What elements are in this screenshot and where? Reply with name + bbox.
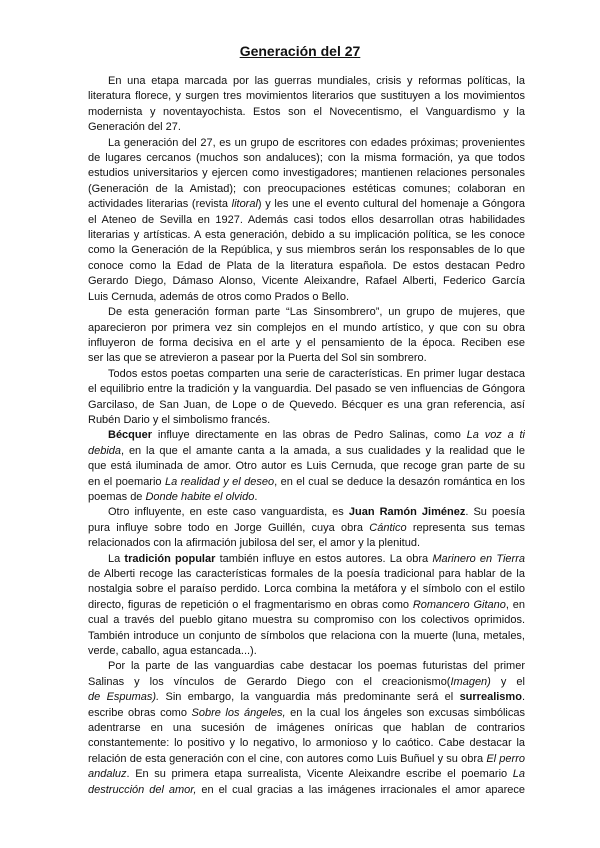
text-run: de Alberti recoge las características formales de la poesía tradicional para hablar de la	[88, 568, 525, 580]
text-run: en la cual los ángeles son excusas simbólicas	[290, 706, 525, 719]
paragraph	[88, 659, 525, 798]
italic-text: Romancero Gitano	[412, 598, 506, 611]
text-run: De esta generación forman parte “Las Sinsombrero”, un grupo de mujeres, que	[108, 306, 525, 319]
text-run: ) y les une el evento cultural del homenaje a Góngora	[257, 198, 525, 211]
text-line	[88, 644, 525, 659]
text-line	[88, 536, 525, 551]
bold-text: Bécquer	[108, 429, 153, 442]
text-line	[88, 783, 525, 798]
text-run: pura influye sobre todo en Jorge Guillén, cuya obra	[88, 521, 370, 534]
italic-text: La	[512, 768, 525, 781]
text-line	[88, 675, 525, 690]
text-run: Garcilaso, de San Juan, de Lope o de Quevedo. Bécquer es una gran referencia, así	[88, 398, 525, 411]
text-run: poemas de	[88, 490, 146, 503]
text-line	[88, 505, 525, 520]
italic-text: debida	[88, 444, 122, 457]
bold-text: tradición popular	[124, 552, 216, 565]
text-line	[88, 582, 525, 597]
text-line	[88, 613, 525, 628]
italic-text: Marinero en Tierra	[432, 552, 525, 565]
italic-text: andaluz	[88, 768, 127, 781]
italic-text: Cántico	[369, 521, 407, 534]
text-line	[88, 213, 525, 228]
text-line	[88, 120, 525, 135]
text-run: Luis Cernuda, además de otros como Prados o Bello.	[88, 290, 350, 303]
text-run: , en el cual se deduce la desazón romántica en los	[274, 475, 525, 488]
paragraph	[88, 552, 525, 660]
text-run: actividades literarias (revista	[88, 198, 232, 211]
text-line	[88, 136, 525, 151]
text-run: En una etapa marcada por las guerras mundiales, crisis y reformas políticas, la	[108, 75, 525, 87]
italic-text: El perro	[486, 752, 525, 765]
text-run: .	[254, 490, 258, 503]
document-body	[88, 74, 525, 798]
text-line	[88, 413, 525, 428]
text-line	[88, 459, 525, 474]
text-run: Por la parte de las vanguardias cabe destacar los poemas futuristas del primer	[108, 660, 525, 673]
text-run: . En su primera etapa surrealista, Vicente Aleixandre escribe el poemario	[126, 768, 513, 781]
text-run: literatura florece, y surgen tres movimientos literarios que sustituyen a los movimientos	[88, 90, 525, 103]
document-title: Generación del 27	[239, 43, 361, 59]
italic-text: La voz a ti	[466, 429, 525, 442]
text-run: directo, figuras de repetición o el fragmentarismo en obras como	[88, 598, 413, 611]
text-run: verde, caballo, agua estancada...).	[88, 645, 257, 658]
text-run: el Ateneo de Sevilla en 1927. Además casi todos ellos desarrollan otras habilidades	[88, 213, 525, 226]
italic-text: Donde habite el olvido	[145, 490, 255, 503]
text-line	[88, 336, 525, 351]
text-line	[88, 74, 525, 89]
text-run: influye directamente en las obras de Pedro Salinas, como	[152, 429, 467, 442]
text-line	[88, 490, 525, 505]
text-line	[88, 197, 525, 212]
italic-text: de Espumas).	[88, 691, 160, 704]
text-line	[88, 367, 525, 382]
text-run: y el	[500, 675, 525, 688]
text-run: relacionados con la afirmación jubilosa del ser, el amor y la plenitud.	[88, 537, 421, 550]
text-line	[88, 105, 525, 120]
text-line	[88, 259, 525, 274]
text-run: constantemente: lo positivo y lo negativo, lo armonioso y lo caótico. Cabe destacar la	[88, 737, 525, 750]
text-line	[88, 305, 525, 320]
text-line	[88, 690, 525, 705]
text-run: también influye en estos autores. La obra	[215, 552, 433, 565]
text-run: representa sus temas	[406, 521, 525, 534]
text-run: La	[108, 552, 125, 565]
text-run: , en la que el amante canta a la amada, a sus cualidades y la realidad que le	[121, 444, 525, 457]
text-line	[88, 89, 525, 104]
text-line	[88, 629, 525, 644]
text-line	[88, 151, 525, 166]
text-run: relación de esta generación con el cine, con autores como Luis Buñuel y su obra	[88, 752, 487, 765]
text-line	[88, 182, 525, 197]
italic-text: La realidad y el deseo	[164, 475, 275, 488]
text-line	[88, 598, 525, 613]
text-run: . Su poesía	[465, 506, 525, 519]
paragraph	[88, 367, 525, 429]
text-line	[88, 552, 525, 567]
text-line	[88, 166, 525, 181]
text-run: estudios universitarios y ejercen como investigadores; mantienen relaciones personales	[88, 167, 525, 180]
text-run: Generación del 27.	[88, 121, 181, 134]
text-run: ser las que se atrevieron a pasear por la Puerta del Sol sin sombrero.	[88, 352, 427, 365]
text-line	[88, 274, 525, 289]
text-run: Sin embargo, la vanguardia más predominante será el	[159, 691, 460, 704]
text-run: , en	[505, 598, 525, 611]
text-line	[88, 767, 525, 782]
text-line	[88, 736, 525, 751]
text-run: cual a través del pueblo gitano muestra su compromiso con los colectivos oprimidos.	[88, 614, 525, 627]
text-run: escribe obras como	[88, 706, 192, 719]
text-line	[88, 444, 525, 459]
text-run: Salinas y los vínculos de Gerardo Diego con el creacionismo(	[88, 675, 451, 688]
text-line	[88, 351, 525, 366]
text-run: en el cual gracias a las imágenes irracionales el amor aparece	[201, 783, 525, 796]
text-line	[88, 228, 525, 243]
text-run: que está iluminada de amor. Otro autor es Luis Cernuda, que recoge gran parte de su	[88, 460, 525, 473]
text-run: conoce como la Edad de Plata de la literatura española. De estos destacan Pedro	[88, 259, 525, 272]
text-run: Gerardo Diego, Dámaso Alonso, Vicente Aleixandre, Rafael Alberti, Federico García	[88, 275, 525, 288]
italic-text: litoral	[231, 198, 258, 211]
text-run: influyeron de forma decisiva en el arte y el pensamiento de la época. Reciben ese	[88, 336, 525, 349]
text-run: el equilibrio entre la tradición y la vanguardia. Del pasado se ven influencias de Góngora	[88, 383, 525, 396]
paragraph	[88, 505, 525, 551]
paragraph	[88, 74, 525, 136]
text-run: Todos estos poetas comparten una serie de características. En primer lugar destaca	[108, 367, 525, 380]
text-run: Otro influyente, en este caso vanguardista, es	[108, 506, 349, 519]
italic-text: Imagen)	[450, 675, 491, 688]
text-run: También introduce un conjunto de símbolos que relaciona con la muerte (luna, metales,	[88, 629, 525, 642]
text-line	[88, 475, 525, 490]
italic-text: Sobre los ángeles,	[191, 706, 286, 719]
text-line	[88, 706, 525, 721]
text-line	[88, 521, 525, 536]
text-run: literarias y artísticas. A esta generación, debido a su implicación política, se les conoce	[88, 229, 525, 242]
text-line	[88, 428, 525, 443]
text-run: adentrarse en una sucesión de imágenes oníricas que hablan de contrarios	[88, 722, 525, 735]
text-line	[88, 321, 525, 336]
text-run: modernista y noventayochista. Estos son el Novecentismo, el Vanguardismo y la	[88, 105, 525, 118]
paragraph	[88, 428, 525, 505]
text-line	[88, 382, 525, 397]
text-run: (Generación de la Amistad); con preocupaciones estéticas comunes; colaboran en	[88, 182, 525, 195]
text-run: .	[521, 691, 525, 704]
text-line	[88, 243, 525, 258]
text-run: La generación del 27, es un grupo de escritores con edades próximas; provenientes	[108, 136, 525, 149]
paragraph	[88, 136, 525, 305]
text-line	[88, 567, 525, 582]
text-run: de lugares cercanos (muchos son andaluces); con la misma formación, ya que todos	[88, 152, 525, 165]
text-run: Rubén Dario y el simbolismo francés.	[88, 413, 271, 426]
text-run: en el poemario	[88, 475, 165, 488]
text-run: nostalgia sobre el paraíso perdido. Lorca combina la metáfora y el símbolo con el estilo	[88, 583, 525, 596]
text-line	[88, 752, 525, 767]
text-line	[88, 290, 525, 305]
italic-text: destrucción del amor,	[88, 783, 197, 796]
bold-text: Juan Ramón Jiménez	[348, 506, 466, 519]
text-run: aparecieron por primera vez sin complejos en el mundo artístico, y que con su obra	[88, 321, 525, 334]
bold-text: surrealismo	[459, 691, 522, 704]
text-line	[88, 398, 525, 413]
paragraph	[88, 305, 525, 367]
text-line	[88, 721, 525, 736]
text-line	[88, 659, 525, 674]
text-run: como la Generación de la República, y sus miembros serán los responsables de lo que	[88, 244, 525, 257]
